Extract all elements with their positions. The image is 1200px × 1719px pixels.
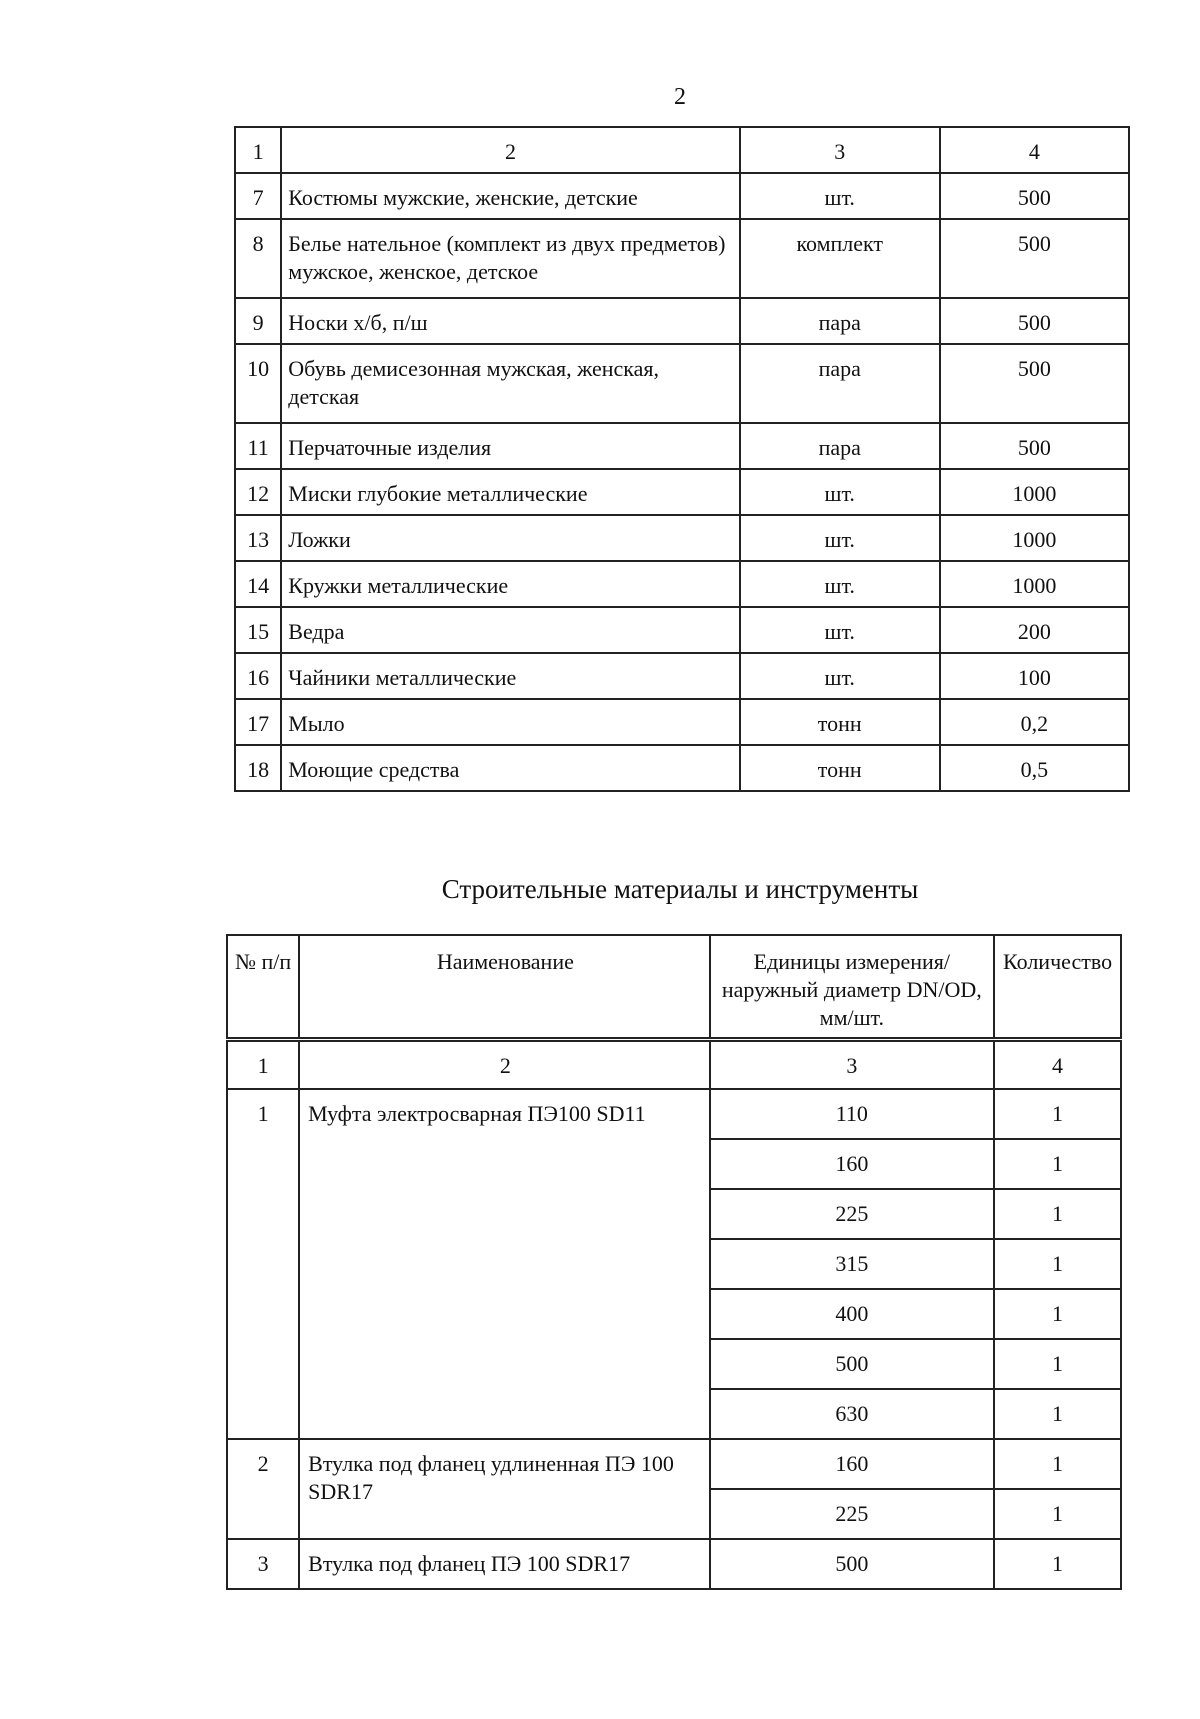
column-number: 3 — [710, 1039, 995, 1089]
item-unit: пара — [740, 298, 940, 344]
item-unit: шт. — [740, 515, 940, 561]
row-number: 8 — [235, 219, 281, 298]
row-number: 3 — [227, 1539, 299, 1589]
row-number: 14 — [235, 561, 281, 607]
item-name: Перчаточные изделия — [281, 423, 740, 469]
column-number: 4 — [994, 1039, 1121, 1089]
table-row — [235, 515, 1129, 561]
row-number: 13 — [235, 515, 281, 561]
item-unit: тонн — [740, 699, 940, 745]
row-number: 16 — [235, 653, 281, 699]
item-quantity: 1 — [994, 1539, 1121, 1589]
row-number: 15 — [235, 607, 281, 653]
table-row — [235, 699, 1129, 745]
table-row — [235, 745, 1129, 791]
item-diameter: 315 — [710, 1239, 995, 1289]
item-name: Втулка под фланец ПЭ 100 SDR17 — [299, 1539, 709, 1589]
item-unit: шт. — [740, 173, 940, 219]
item-quantity: 1 — [994, 1439, 1121, 1489]
table-header-row — [227, 935, 1121, 1039]
item-diameter: 225 — [710, 1489, 995, 1539]
item-name: Ложки — [281, 515, 740, 561]
header-col-2: 2 — [281, 127, 740, 173]
item-name: Обувь демисезонная мужская, женская, детская — [281, 344, 740, 423]
item-diameter: 110 — [710, 1089, 995, 1139]
row-number: 17 — [235, 699, 281, 745]
table-row — [235, 561, 1129, 607]
column-header-quantity: Количество — [994, 935, 1121, 1039]
item-unit: тонн — [740, 745, 940, 791]
item-name: Костюмы мужские, женские, детские — [281, 173, 740, 219]
table-row — [227, 1439, 1121, 1489]
item-quantity: 1 — [994, 1239, 1121, 1289]
item-quantity: 500 — [940, 173, 1129, 219]
table-row — [235, 344, 1129, 423]
row-number: 10 — [235, 344, 281, 423]
page-number: 2 — [674, 84, 686, 110]
row-number: 7 — [235, 173, 281, 219]
column-number: 1 — [227, 1039, 299, 1089]
item-diameter: 400 — [710, 1289, 995, 1339]
item-name: Кружки металлические — [281, 561, 740, 607]
table-row — [235, 607, 1129, 653]
item-quantity: 1000 — [940, 469, 1129, 515]
item-diameter: 500 — [710, 1539, 995, 1589]
header-col-4: 4 — [940, 127, 1129, 173]
table-row — [235, 469, 1129, 515]
item-quantity: 1 — [994, 1189, 1121, 1239]
row-number: 9 — [235, 298, 281, 344]
item-diameter: 630 — [710, 1389, 995, 1439]
item-quantity: 1 — [994, 1139, 1121, 1189]
column-number-row — [227, 1039, 1121, 1089]
row-number: 11 — [235, 423, 281, 469]
table-row — [227, 1539, 1121, 1589]
column-header-unit: Единицы измерения/ наружный диаметр DN/OD, мм/шт. — [710, 935, 995, 1039]
item-diameter: 225 — [710, 1189, 995, 1239]
item-name: Миски глубокие металлические — [281, 469, 740, 515]
item-name: Чайники металлические — [281, 653, 740, 699]
item-diameter: 500 — [710, 1339, 995, 1389]
item-diameter: 160 — [710, 1139, 995, 1189]
item-name: Мыло — [281, 699, 740, 745]
item-diameter: 160 — [710, 1439, 995, 1489]
item-unit: пара — [740, 423, 940, 469]
item-unit: шт. — [740, 607, 940, 653]
item-unit: шт. — [740, 653, 940, 699]
item-name: Ведра — [281, 607, 740, 653]
table-row — [235, 219, 1129, 298]
table-row — [235, 423, 1129, 469]
item-quantity: 500 — [940, 298, 1129, 344]
item-unit: комплект — [740, 219, 940, 298]
item-quantity: 1 — [994, 1339, 1121, 1389]
item-quantity: 1000 — [940, 515, 1129, 561]
item-name: Носки х/б, п/ш — [281, 298, 740, 344]
table-row — [235, 653, 1129, 699]
item-quantity: 0,5 — [940, 745, 1129, 791]
materials-table — [226, 934, 1122, 1590]
supplies-table — [234, 126, 1130, 792]
table-header-row — [235, 127, 1129, 173]
item-quantity: 1 — [994, 1489, 1121, 1539]
column-header-name: Наименование — [299, 935, 709, 1039]
column-header-number: № п/п — [227, 935, 299, 1039]
item-quantity: 500 — [940, 344, 1129, 423]
section-title: Строительные материалы и инструменты — [441, 874, 919, 904]
row-number: 2 — [227, 1439, 299, 1539]
item-quantity: 100 — [940, 653, 1129, 699]
item-quantity: 0,2 — [940, 699, 1129, 745]
item-name: Муфта электросварная ПЭ100 SD11 — [299, 1089, 709, 1439]
item-unit: шт. — [740, 561, 940, 607]
item-name: Белье нательное (комплект из двух предметов) мужское, женское, детское — [281, 219, 740, 298]
item-unit: пара — [740, 344, 940, 423]
table-row — [235, 298, 1129, 344]
table-row — [227, 1089, 1121, 1139]
row-number: 1 — [227, 1089, 299, 1439]
item-name: Моющие средства — [281, 745, 740, 791]
item-quantity: 500 — [940, 219, 1129, 298]
row-number: 12 — [235, 469, 281, 515]
item-name: Втулка под фланец удлиненная ПЭ 100 SDR17 — [299, 1439, 709, 1539]
header-col-3: 3 — [740, 127, 940, 173]
header-col-1: 1 — [235, 127, 281, 173]
item-quantity: 1 — [994, 1089, 1121, 1139]
table-row — [235, 173, 1129, 219]
item-quantity: 1 — [994, 1289, 1121, 1339]
row-number: 18 — [235, 745, 281, 791]
item-quantity: 200 — [940, 607, 1129, 653]
item-quantity: 1000 — [940, 561, 1129, 607]
column-number: 2 — [299, 1039, 709, 1089]
item-quantity: 1 — [994, 1389, 1121, 1439]
item-quantity: 500 — [940, 423, 1129, 469]
item-unit: шт. — [740, 469, 940, 515]
